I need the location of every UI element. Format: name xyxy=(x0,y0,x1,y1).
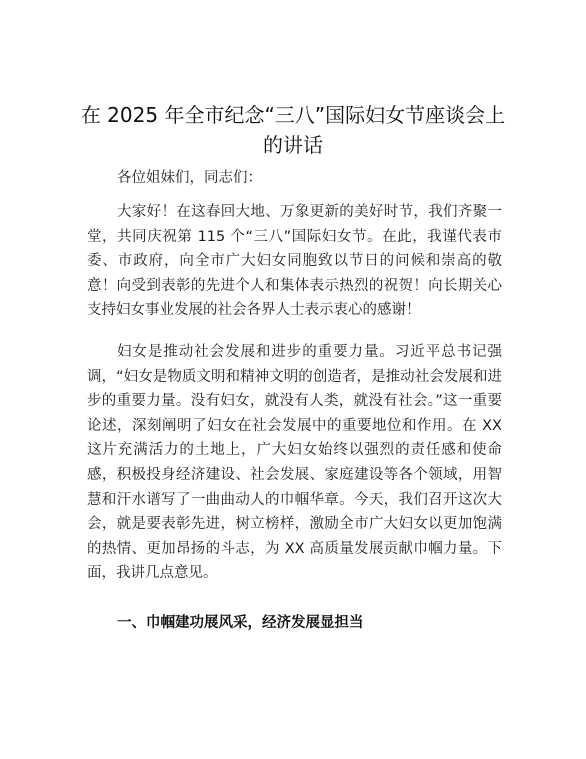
document-title: 在 2025 年全市纪念“三八”国际妇女节座谈会上的讲话 xyxy=(80,103,506,157)
salutation: 各位姐妹们，同志们： xyxy=(117,170,262,186)
paragraph-greeting: 大家好！在这春回大地、万象更新的美好时节，我们齐聚一堂，共同庆祝第 115 个“三八”国际妇女节。在此，我谨代表市委、市政府，向全市广大妇女同胞致以节日的问候和崇高的敬意！向受到表彰的先进个人和集体表示热烈的祝贺！向长期关心支持妇女事业发展的社会各界人士表示衷心的感谢！ xyxy=(87,204,502,319)
section-heading: 一、巾帼建功展风采，经济发展显担当 xyxy=(117,615,364,631)
paragraph-role-of-women: 妇女是推动社会发展和进步的重要力量。习近平总书记强调，“妇女是物质文明和精神文明的创造者，是推动社会发展和进步的重要力量。没有妇女，就没有人类，就没有社会。”这一重要论述，深刻阐明了妇女在社会发展中的重要地位和作用。在 XX 这片充满活力的土地上，广大妇女始终以强烈的责任感和使命感，积极投身经济建设、社会发展、家庭建设等各个领域，用智慧和汗水谱写了一曲曲动人的巾帼华章。今天，我们召开这次大会，就是要表彰先进，树立榜样，激励全市广大妇女以更加饱满的热情、更加昂扬的斗志，为 XX 高质量发展贡献巾帼力量。下面，我讲几点意见。 xyxy=(87,344,502,582)
